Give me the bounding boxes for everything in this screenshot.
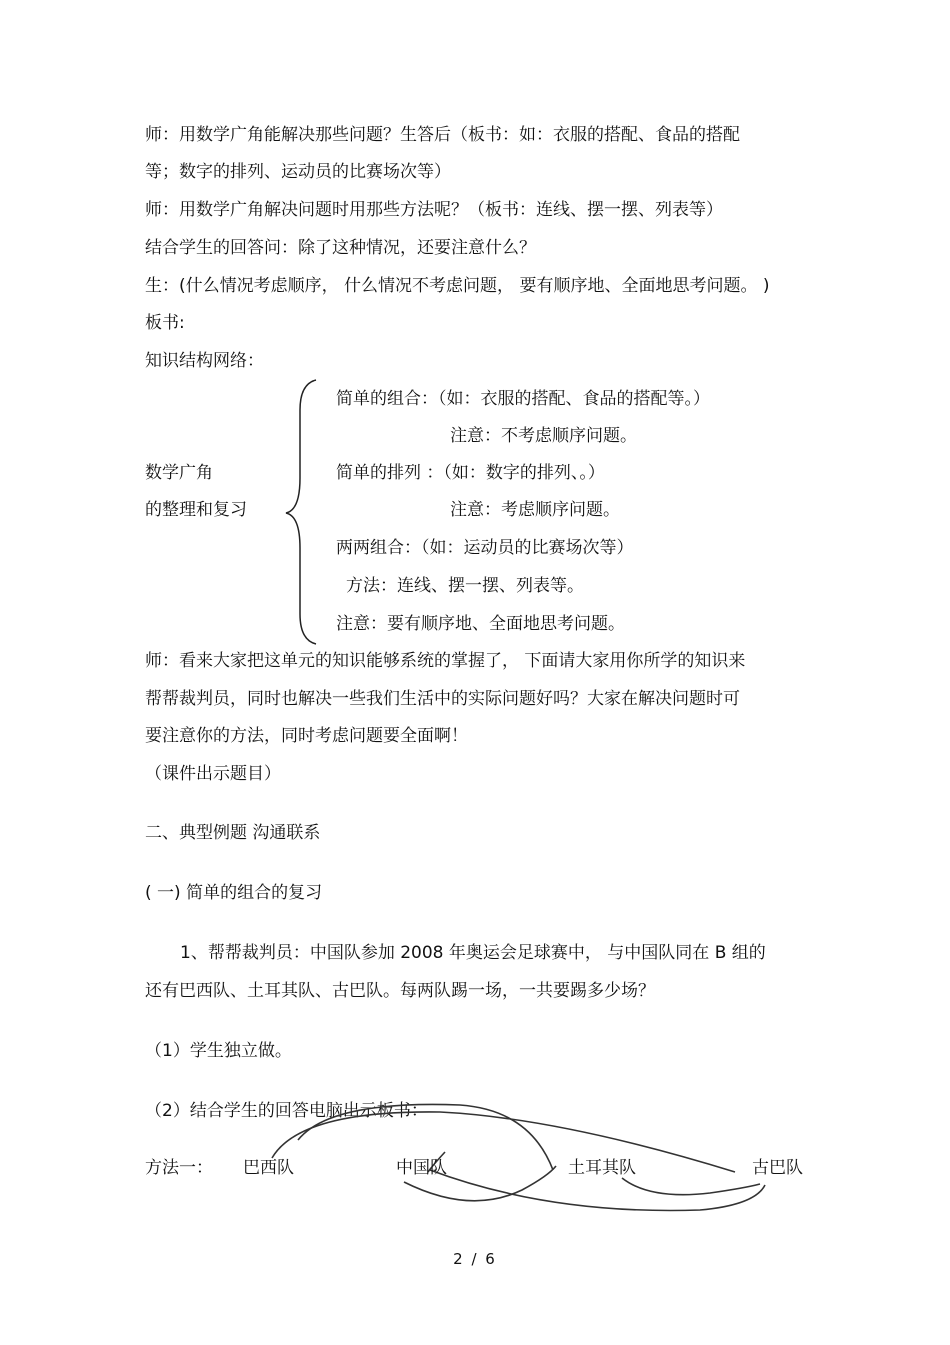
team-cuba: 古巴队 bbox=[752, 1158, 803, 1178]
section-heading: 二、典型例题 沟通联系 bbox=[145, 823, 321, 843]
text-line-2: 等；数字的排列、运动员的比赛场次等） bbox=[145, 162, 451, 182]
structure-note-3: 注意：要有顺序地、全面地思考问题。 bbox=[336, 614, 625, 634]
subsection-heading: ( 一) 简单的组合的复习 bbox=[145, 883, 323, 903]
step-1: （1）学生独立做。 bbox=[145, 1041, 292, 1061]
text-line-5: 生：(什么情况考虑顺序， 什么情况不考虑问题， 要有顺序地、全面地思考问题。 ) bbox=[145, 276, 770, 296]
structure-title-1: 数学广角 bbox=[145, 463, 213, 483]
team-turkey: 土耳其队 bbox=[568, 1158, 636, 1178]
structure-note-2: 注意：考虑顺序问题。 bbox=[450, 500, 620, 520]
structure-note-1: 注意：不考虑顺序问题。 bbox=[450, 426, 637, 446]
method-label: 方法一： bbox=[145, 1158, 213, 1178]
structure-item-combination: 简单的组合：（如：衣服的搭配、食品的搭配等。） bbox=[336, 389, 710, 409]
text-line-1: 师：用数学广角能解决那些问题？生答后（板书：如：衣服的搭配、食品的搭配 bbox=[145, 125, 740, 145]
problem-text-2: 还有巴西队、土耳其队、古巴队。每两队踢一场，一共要踢多少场？ bbox=[145, 981, 655, 1001]
page-number: 2 / 6 bbox=[453, 1250, 497, 1268]
text-line-3: 师：用数学广角解决问题时用那些方法呢？（板书：连线、摆一摆、列表等） bbox=[145, 200, 723, 220]
step-2: （2）结合学生的回答电脑出示板书： bbox=[145, 1101, 428, 1121]
text-line-7: 知识结构网络： bbox=[145, 351, 264, 371]
structure-item-pairs: 两两组合：（如：运动员的比赛场次等） bbox=[336, 538, 634, 558]
team-china: 中国队 bbox=[396, 1158, 447, 1178]
text-line-6: 板书: bbox=[145, 313, 185, 333]
structure-title-2: 的整理和复习 bbox=[145, 500, 247, 520]
problem-text-1: 1、帮帮裁判员：中国队参加 2008 年奥运会足球赛中， 与中国队同在 B 组的 bbox=[180, 943, 766, 963]
team-brazil: 巴西队 bbox=[243, 1158, 294, 1178]
text-line-10: 要注意你的方法，同时考虑问题要全面啊！ bbox=[145, 726, 468, 746]
structure-item-arrangement: 简单的排列 ：（如：数字的排列、。） bbox=[336, 463, 605, 483]
text-line-8: 师：看来大家把这单元的知识能够系统的掌握了， 下面请大家用你所学的知识来 bbox=[145, 651, 746, 671]
text-line-11: （课件出示题目） bbox=[145, 764, 281, 784]
structure-method: 方法：连线、摆一摆、列表等。 bbox=[346, 576, 584, 596]
text-line-4: 结合学生的回答问：除了这种情况，还要注意什么？ bbox=[145, 238, 536, 258]
text-line-9: 帮帮裁判员，同时也解决一些我们生活中的实际问题好吗？大家在解决问题时可 bbox=[145, 689, 740, 709]
